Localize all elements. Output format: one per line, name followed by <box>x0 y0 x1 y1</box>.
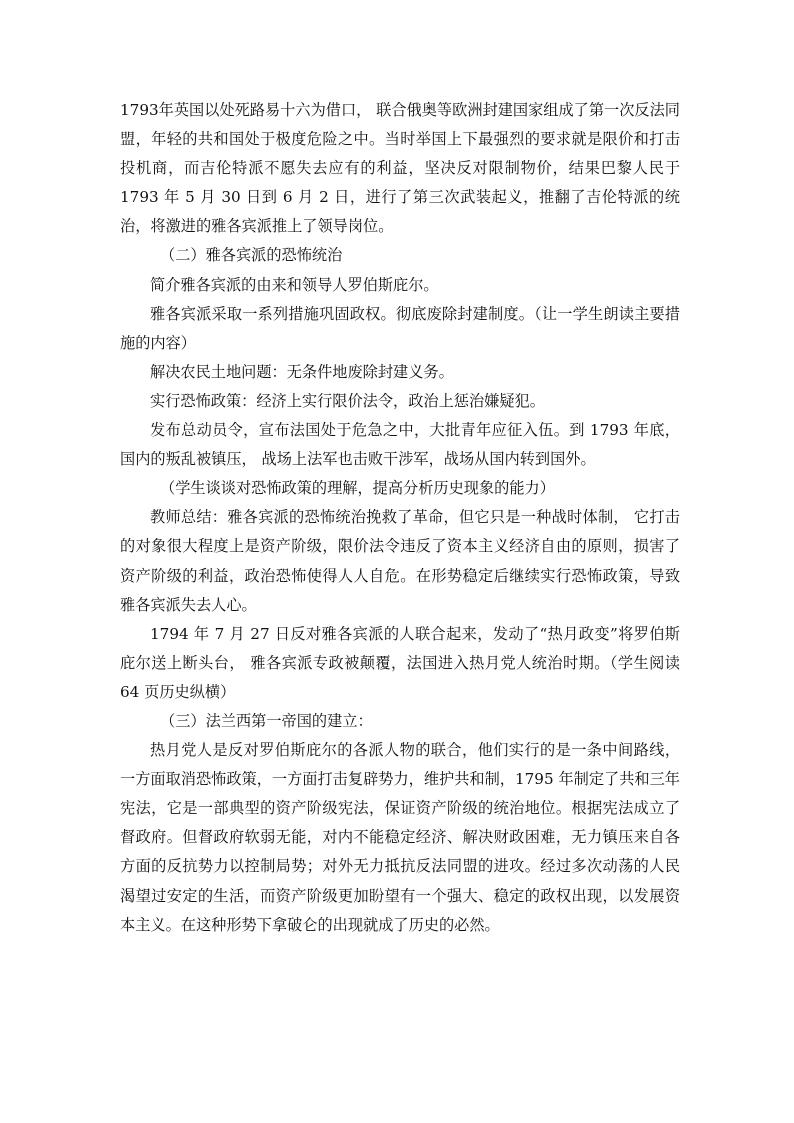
section-heading-first-empire: （三）法兰西第一帝国的建立： <box>160 711 373 730</box>
paragraph-jacobin-measures: 雅各宾派采取一系列措施巩固政权。彻底废除封建制度。（让一学生朗读主要措施的内容） <box>120 304 680 352</box>
paragraph-general-mobilization: 发布总动员令，宣布法国处于危急之中，大批青年应征入伍。到 1793 年底，国内的叛乱被镇压， 战场上法军也击败干涉军，战场从国内转到国外。 <box>120 421 680 469</box>
paragraph-thermidor-coup: 1794 年 7 月 27 日反对雅各宾派的人联合起来，发动了“热月政变”将罗伯斯庇尔送上断头台， 雅各宾派专政被颠覆，法国进入热月党人统治时期。（学生阅读 64 页历史纵横） <box>120 624 680 701</box>
paragraph-teacher-summary: 教师总结：雅各宾派的恐怖统治挽救了革命，但它只是一种战时体制， 它打击的对象很大程度上是资产阶级，限价法令违反了资本主义经济自由的原则，损害了资产阶级的利益，政治恐怖使得人人自危。在形势稳定后继续实行恐怖政策，导致雅各宾派失去人心。 <box>120 508 680 614</box>
paragraph-student-discussion: （学生谈谈对恐怖政策的理解，提高分析历史现象的能力） <box>160 479 555 498</box>
section-heading-jacobin-terror: （二）雅各宾派的恐怖统治 <box>160 246 343 265</box>
paragraph-land-question: 解决农民土地问题：无条件地废除封建义务。 <box>150 362 454 381</box>
document-body <box>120 96 680 940</box>
paragraph-robespierre-intro: 简介雅各宾派的由来和领导人罗伯斯庇尔。 <box>150 275 439 294</box>
paragraph-terror-policy: 实行恐怖政策：经济上实行限价法令，政治上惩治嫌疑犯。 <box>150 391 545 410</box>
paragraph-first-coalition: 1793年英国以处死路易十六为借口， 联合俄奥等欧洲封建国家组成了第一次反法同盟，年轻的共和国处于极度危险之中。当时举国上下最强烈的要求就是限价和打击投机商，而吉伦特派不愿失去应有的利益，坚决反对限制物价，结果巴黎人民于 1793 年 5 月 30 日到 6 月 2 日，进行了第三次武装起义，推翻了吉伦特派的统治，将激进的雅各宾派推上了领导岗位。 <box>120 101 680 236</box>
paragraph-thermidorians: 热月党人是反对罗伯斯庇尔的各派人物的联合，他们实行的是一条中间路线，一方面取消恐怖政策，一方面打击复辟势力，维护共和制，1795 年制定了共和三年宪法，它是一部典型的资产阶级宪法，保证资产阶级的统治地位。根据宪法成立了督政府。但督政府软弱无能，对内不能稳定经济、解决财政困难，无力镇压来自各方面的反抗势力以控制局势；对外无力抵抗反法同盟的进攻。经过多次动荡的人民渴望过安定的生活，而资产阶级更加盼望有一个强大、稳定的政权出现，以发展资本主义。在这种形势下拿破仑的出现就成了历史的必然。 <box>120 741 680 934</box>
